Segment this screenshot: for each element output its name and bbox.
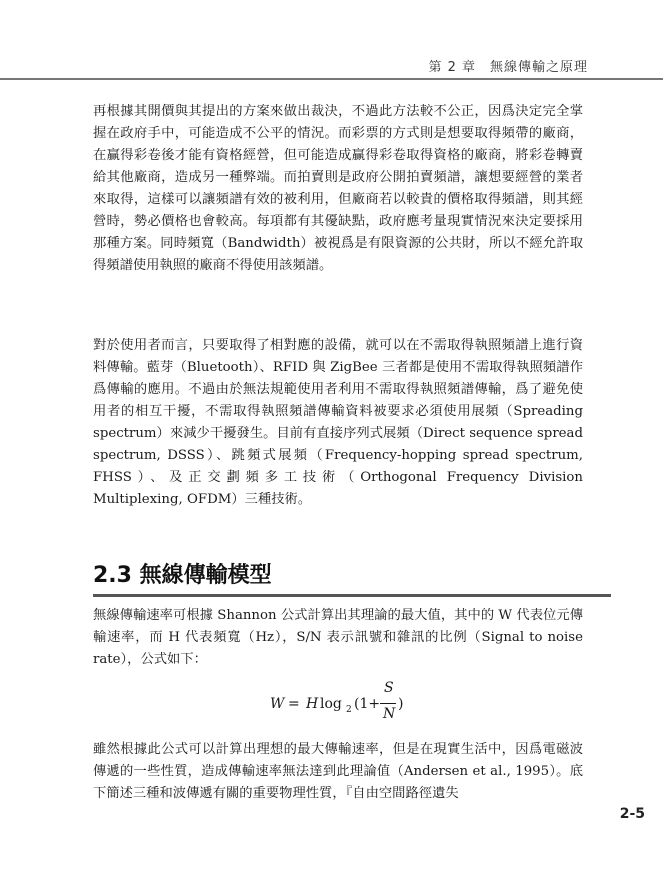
paragraph-2: 對於使用者而言，只要取得了相對應的設備，就可以在不需取得執照頻譜上進行資料傳輸。藍芽（Bluetooth）、RFID 與 ZigBee 三者都是使用不需取得執照頻譜作爲傳輸的應用。不過由於無法規範使用者利用不需取得執照頻譜傳輸，爲了避免使用者的相互干擾，不需取得執照頻譜傳輸資料被要求必須使用展頻（Spreading spectrum）來減少干擾發生。目前有直接序列式展頻（Direct sequence spread spectrum, DSSS）、跳頻式展頻（Frequency-hopping spread spectrum, FHSS）、及正交劃頻多工技術（Orthogonal Frequency Division Multiplexing, OFDM）三種技術。 — [93, 338, 583, 507]
paragraph-4: 雖然根據此公式可以計算出理想的最大傳輸速率，但是在現實生活中，因爲電磁波傳遞的一些性質，造成傳輸速率無法達到此理論值（Andersen et al., 1995）。底下簡述三種和波傳遞有關的重要物理性質，『自由空間路徑遺失 — [93, 742, 583, 801]
shannon-formula — [270, 680, 430, 725]
formula-lhs: W — [270, 696, 285, 712]
section-heading: 2.3 無線傳輸模型 — [93, 563, 272, 588]
formula-denominator: N — [383, 706, 396, 722]
formula-numerator: S — [384, 680, 394, 696]
formula-log: log — [320, 696, 342, 712]
formula-open: (1+ — [354, 696, 381, 712]
formula-equals: = — [288, 696, 300, 712]
header-title: 第 2 章 無線傳輸之原理 — [428, 60, 588, 75]
paragraph-3: 無線傳輸速率可根據 Shannon 公式計算出其理論的最大值，其中的 W 代表位元傳輸速率，而 H 代表頻寬（Hz），S/N 表示訊號和雜訊的比例（Signal to noise rate），公式如下： — [93, 608, 583, 667]
formula-h: H — [306, 696, 319, 712]
formula-log-base: 2 — [346, 705, 352, 715]
formula-fraction-bar — [380, 703, 396, 704]
section-rule — [93, 594, 611, 597]
page-number: 2-5 — [619, 806, 645, 822]
paragraph-1: 再根據其開價與其提出的方案來做出裁決，不過此方法較不公正，因爲決定完全掌握在政府手中，可能造成不公平的情況。而彩票的方式則是想要取得頻帶的廠商，在贏得彩卷後才能有資格經營，但可能造成贏得彩卷取得資格的廠商，將彩卷轉賣給其他廠商，造成另一種弊端。而拍賣則是政府公開拍賣頻譜，讓想要經營的業者來取得，這樣可以讓頻譜有效的被利用，但廠商若以較貴的價格取得頻譜，則其經營時，勢必價格也會較高。每項都有其優缺點，政府應考量現實情況來決定要採用那種方案。同時頻寬（Bandwidth）被視爲是有限資源的公共財，所以不經允許取得頻譜使用執照的廠商不得使用該頻譜。 — [93, 104, 583, 273]
header-rule — [0, 78, 663, 80]
formula-close: ) — [398, 696, 404, 712]
